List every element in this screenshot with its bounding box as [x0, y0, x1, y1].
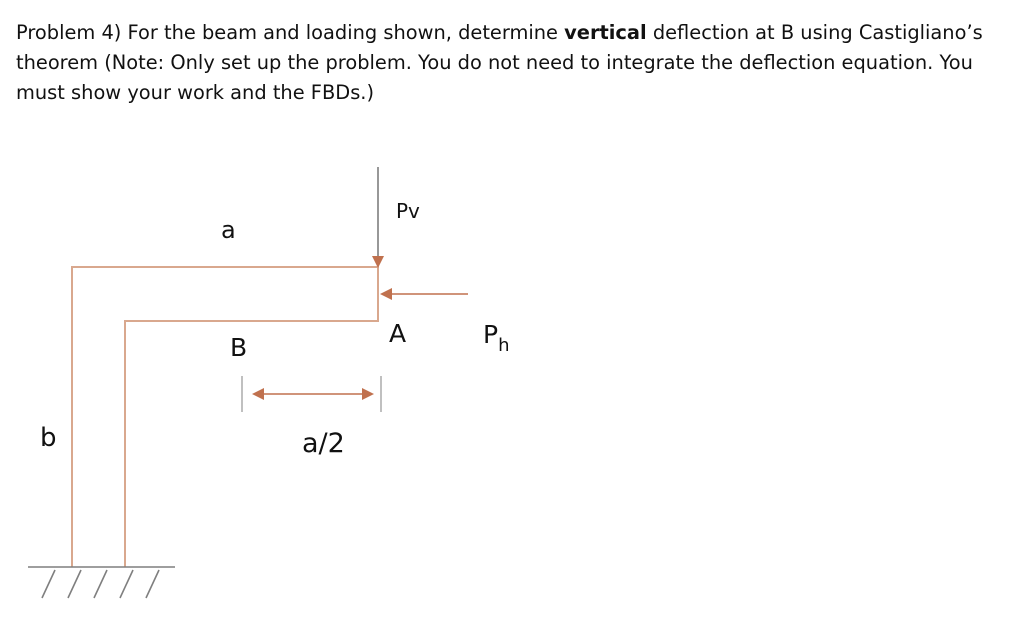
label-b: b: [40, 423, 57, 453]
problem-text-end: deflection at B using Castigliano’s theorem (Note: Only set up the problem. You do not need to integrate the deflection equation. You must show your work and the FBDs.): [16, 21, 983, 104]
label-ph: [483, 320, 510, 356]
problem-text-start: Problem 4) For the beam and loading shown, determine: [16, 21, 565, 44]
label-pv: Pv: [396, 199, 420, 223]
label-point-a: A: [389, 319, 407, 348]
label-point-b: B: [230, 333, 248, 362]
label-a-half: a/2: [302, 428, 345, 459]
label-ph-sub: h: [498, 335, 510, 356]
dimension-a-half: [242, 376, 381, 412]
horizontal-load-arrow: [380, 288, 468, 300]
problem-text-emphasis: vertical: [564, 21, 647, 44]
frame-member: [72, 267, 378, 567]
vertical-load-arrow: [372, 167, 384, 268]
label-a: a: [221, 216, 236, 244]
fixed-support: [28, 567, 175, 598]
label-ph-main: P: [483, 320, 499, 349]
